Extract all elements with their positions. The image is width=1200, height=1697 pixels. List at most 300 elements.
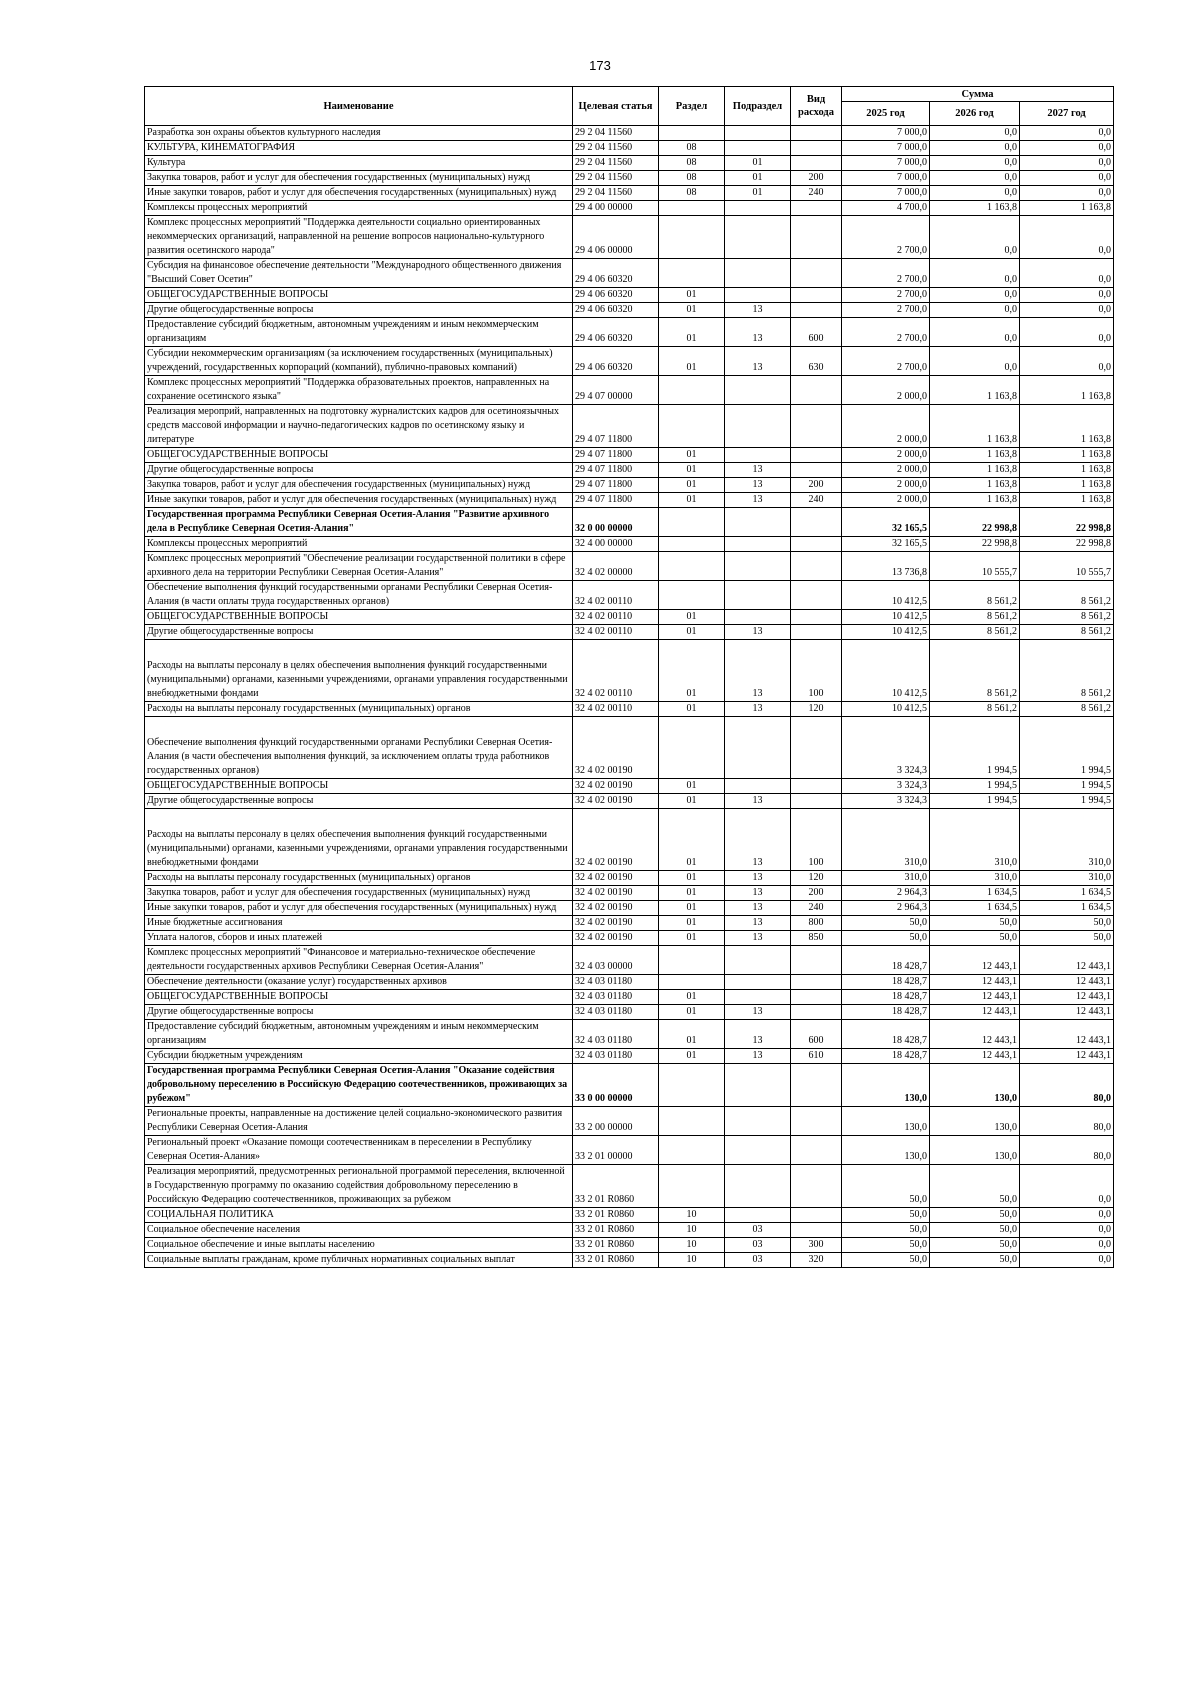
cell-section: 01 [659,318,725,347]
cell-2025: 130,0 [842,1064,930,1107]
cell-2026: 8 561,2 [930,640,1020,702]
cell-name: ОБЩЕГОСУДАРСТВЕННЫЕ ВОПРОСЫ [145,288,573,303]
cell-subsection: 13 [725,931,791,946]
cell-section: 01 [659,990,725,1005]
cell-subsection [725,610,791,625]
table-row [145,702,1114,717]
cell-2026: 8 561,2 [930,610,1020,625]
cell-expense-type [791,259,842,288]
cell-target-code: 32 0 00 00000 [573,508,659,537]
cell-section [659,201,725,216]
table-row [145,1049,1114,1064]
cell-section: 01 [659,493,725,508]
cell-name: Государственная программа Республики Северная Осетия-Алания "Оказание содействия добровольному переселению в Российскую Федерацию соотечественников, проживающих за рубежом" [145,1064,573,1107]
cell-2027: 1 163,8 [1020,463,1114,478]
cell-2026: 0,0 [930,126,1020,141]
cell-2027: 12 443,1 [1020,1020,1114,1049]
cell-2027: 1 994,5 [1020,794,1114,809]
cell-section: 01 [659,901,725,916]
table-row [145,216,1114,259]
cell-2026: 50,0 [930,1165,1020,1208]
cell-subsection: 13 [725,1005,791,1020]
cell-2025: 10 412,5 [842,625,930,640]
cell-2026: 12 443,1 [930,1005,1020,1020]
cell-target-code: 32 4 02 00000 [573,552,659,581]
cell-name: Обеспечение деятельности (оказание услуг) государственных архивов [145,975,573,990]
cell-2027: 1 994,5 [1020,717,1114,779]
header-sum: Сумма [842,87,1114,102]
cell-2027: 10 555,7 [1020,552,1114,581]
cell-expense-type: 300 [791,1238,842,1253]
table-body [145,126,1114,1268]
cell-section: 01 [659,809,725,871]
cell-name: ОБЩЕГОСУДАРСТВЕННЫЕ ВОПРОСЫ [145,448,573,463]
cell-2026: 1 634,5 [930,901,1020,916]
cell-section: 08 [659,156,725,171]
cell-name: Предоставление субсидий бюджетным, автономным учреждениям и иным некоммерческим организациям [145,1020,573,1049]
cell-2027: 0,0 [1020,318,1114,347]
cell-2027: 80,0 [1020,1064,1114,1107]
cell-expense-type [791,288,842,303]
cell-section: 01 [659,1005,725,1020]
cell-2027: 1 163,8 [1020,478,1114,493]
cell-subsection: 13 [725,1049,791,1064]
cell-2025: 2 700,0 [842,347,930,376]
cell-name: Социальные выплаты гражданам, кроме публичных нормативных социальных выплат [145,1253,573,1268]
cell-target-code: 33 2 01 R0860 [573,1165,659,1208]
cell-2026: 12 443,1 [930,975,1020,990]
cell-2027: 0,0 [1020,1253,1114,1268]
cell-section: 08 [659,171,725,186]
cell-2026: 0,0 [930,259,1020,288]
cell-name: Комплекс процессных мероприятий "Обеспечение реализации государственной политики в сфере архивного дела на территории Республики Северная Осетия-Алания" [145,552,573,581]
cell-target-code: 32 4 02 00190 [573,916,659,931]
cell-2025: 10 412,5 [842,610,930,625]
cell-2026: 1 163,8 [930,405,1020,448]
table-row [145,1208,1114,1223]
cell-expense-type [791,1165,842,1208]
cell-2026: 130,0 [930,1107,1020,1136]
table-header [145,87,1114,126]
cell-2027: 12 443,1 [1020,990,1114,1005]
cell-name: Иные закупки товаров, работ и услуг для обеспечения государственных (муниципальных) нужд [145,901,573,916]
cell-2025: 18 428,7 [842,975,930,990]
cell-name: Обеспечение выполнения функций государственными органами Республики Северная Осетия-Алания (в части обеспечения выполнения функций, за исключением оплаты труда работников государственных органов) [145,717,573,779]
cell-2026: 0,0 [930,141,1020,156]
table-row [145,171,1114,186]
cell-expense-type: 200 [791,886,842,901]
cell-expense-type [791,463,842,478]
table-row [145,975,1114,990]
cell-2027: 0,0 [1020,288,1114,303]
cell-2026: 310,0 [930,871,1020,886]
cell-2027: 0,0 [1020,171,1114,186]
table-row [145,508,1114,537]
cell-expense-type [791,508,842,537]
cell-subsection: 13 [725,640,791,702]
cell-2025: 130,0 [842,1136,930,1165]
cell-subsection: 03 [725,1253,791,1268]
cell-2026: 12 443,1 [930,1020,1020,1049]
cell-target-code: 29 4 00 00000 [573,201,659,216]
cell-2026: 12 443,1 [930,1049,1020,1064]
cell-name: ОБЩЕГОСУДАРСТВЕННЫЕ ВОПРОСЫ [145,990,573,1005]
cell-2025: 7 000,0 [842,126,930,141]
cell-expense-type: 200 [791,171,842,186]
cell-expense-type [791,156,842,171]
cell-target-code: 33 0 00 00000 [573,1064,659,1107]
cell-2026: 50,0 [930,916,1020,931]
cell-2027: 12 443,1 [1020,946,1114,975]
cell-section: 01 [659,448,725,463]
table-row [145,376,1114,405]
cell-target-code: 29 4 06 60320 [573,318,659,347]
cell-target-code: 32 4 02 00190 [573,931,659,946]
cell-2025: 310,0 [842,809,930,871]
cell-2025: 18 428,7 [842,1005,930,1020]
table-row [145,809,1114,871]
table-row [145,552,1114,581]
budget-table [144,86,1114,1268]
cell-expense-type [791,1005,842,1020]
cell-2026: 0,0 [930,186,1020,201]
table-row [145,318,1114,347]
cell-2025: 2 700,0 [842,318,930,347]
cell-2026: 130,0 [930,1064,1020,1107]
cell-2027: 1 163,8 [1020,493,1114,508]
cell-section: 01 [659,931,725,946]
cell-2025: 2 000,0 [842,448,930,463]
table-row [145,1238,1114,1253]
cell-2025: 7 000,0 [842,141,930,156]
header-expense-type: Вид расхода [791,87,842,126]
cell-2027: 0,0 [1020,347,1114,376]
cell-subsection: 13 [725,794,791,809]
cell-2025: 3 324,3 [842,794,930,809]
cell-name: Социальное обеспечение населения [145,1223,573,1238]
cell-2026: 50,0 [930,1238,1020,1253]
cell-2025: 50,0 [842,1165,930,1208]
table-row [145,288,1114,303]
cell-target-code: 32 4 03 01180 [573,990,659,1005]
cell-2025: 18 428,7 [842,1049,930,1064]
table-row [145,141,1114,156]
cell-2026: 0,0 [930,288,1020,303]
cell-target-code: 29 4 07 11800 [573,463,659,478]
cell-target-code: 32 4 03 01180 [573,975,659,990]
cell-2027: 0,0 [1020,126,1114,141]
table-row [145,1253,1114,1268]
cell-expense-type: 120 [791,871,842,886]
cell-2026: 1 163,8 [930,376,1020,405]
cell-subsection [725,259,791,288]
cell-subsection [725,552,791,581]
cell-2025: 2 000,0 [842,463,930,478]
table-row [145,610,1114,625]
cell-name: Другие общегосударственные вопросы [145,1005,573,1020]
cell-section [659,581,725,610]
cell-target-code: 32 4 02 00110 [573,640,659,702]
cell-expense-type [791,717,842,779]
cell-2025: 32 165,5 [842,537,930,552]
cell-expense-type: 200 [791,478,842,493]
cell-2027: 0,0 [1020,186,1114,201]
cell-2025: 50,0 [842,931,930,946]
cell-2026: 0,0 [930,171,1020,186]
cell-section [659,1136,725,1165]
cell-2026: 0,0 [930,216,1020,259]
cell-expense-type: 240 [791,901,842,916]
cell-target-code: 32 4 02 00190 [573,794,659,809]
cell-2026: 1 163,8 [930,478,1020,493]
cell-target-code: 33 2 00 00000 [573,1107,659,1136]
cell-section: 01 [659,1020,725,1049]
cell-name: Комплекс процессных мероприятий "Поддержка образовательных проектов, направленных на сохранение осетинского языка" [145,376,573,405]
cell-2027: 0,0 [1020,303,1114,318]
cell-expense-type [791,216,842,259]
cell-expense-type [791,975,842,990]
cell-name: Субсидии бюджетным учреждениям [145,1049,573,1064]
cell-2025: 2 964,3 [842,886,930,901]
cell-subsection: 03 [725,1238,791,1253]
cell-2025: 18 428,7 [842,1020,930,1049]
cell-2026: 1 163,8 [930,201,1020,216]
cell-subsection [725,201,791,216]
table-row [145,448,1114,463]
header-section: Раздел [659,87,725,126]
cell-section: 01 [659,916,725,931]
cell-target-code: 32 4 03 01180 [573,1005,659,1020]
cell-2025: 10 412,5 [842,702,930,717]
cell-target-code: 32 4 03 01180 [573,1020,659,1049]
cell-target-code: 32 4 02 00190 [573,717,659,779]
cell-2025: 50,0 [842,916,930,931]
cell-2027: 8 561,2 [1020,625,1114,640]
cell-section: 01 [659,303,725,318]
cell-expense-type [791,1107,842,1136]
cell-subsection: 13 [725,702,791,717]
cell-2027: 1 163,8 [1020,201,1114,216]
cell-target-code: 29 2 04 11560 [573,171,659,186]
cell-name: Комплексы процессных мероприятий [145,537,573,552]
cell-expense-type [791,1136,842,1165]
cell-2026: 10 555,7 [930,552,1020,581]
cell-2027: 8 561,2 [1020,702,1114,717]
cell-subsection: 13 [725,463,791,478]
cell-subsection: 13 [725,318,791,347]
cell-subsection [725,141,791,156]
cell-2027: 22 998,8 [1020,537,1114,552]
cell-name: Другие общегосударственные вопросы [145,303,573,318]
cell-target-code: 29 4 06 60320 [573,288,659,303]
cell-expense-type: 800 [791,916,842,931]
cell-subsection: 13 [725,809,791,871]
cell-name: Региональные проекты, направленные на достижение целей социально-экономического развития Республики Северная Осетия-Алания [145,1107,573,1136]
header-2026: 2026 год [930,102,1020,126]
table-row [145,1107,1114,1136]
cell-name: Комплекс процессных мероприятий "Поддержка деятельности социально ориентированных некоммерческих организаций, направленной на решение вопросов национально-культурного развития осетинского народа" [145,216,573,259]
cell-2025: 2 700,0 [842,216,930,259]
cell-2025: 10 412,5 [842,640,930,702]
table-row [145,478,1114,493]
cell-target-code: 32 4 02 00110 [573,610,659,625]
cell-expense-type: 100 [791,640,842,702]
cell-name: Разработка зон охраны объектов культурного наследия [145,126,573,141]
cell-2027: 0,0 [1020,216,1114,259]
cell-2025: 2 000,0 [842,493,930,508]
table-row [145,794,1114,809]
cell-expense-type [791,537,842,552]
cell-section: 01 [659,779,725,794]
cell-2027: 310,0 [1020,809,1114,871]
cell-subsection: 01 [725,171,791,186]
cell-expense-type: 100 [791,809,842,871]
cell-expense-type [791,141,842,156]
cell-expense-type: 630 [791,347,842,376]
cell-name: Другие общегосударственные вопросы [145,625,573,640]
table-row [145,405,1114,448]
table-row [145,1223,1114,1238]
cell-expense-type [791,625,842,640]
cell-section: 01 [659,610,725,625]
cell-subsection [725,1107,791,1136]
cell-2027: 22 998,8 [1020,508,1114,537]
cell-name: Другие общегосударственные вопросы [145,794,573,809]
cell-target-code: 32 4 03 01180 [573,1049,659,1064]
cell-subsection [725,1064,791,1107]
table-row [145,640,1114,702]
cell-name: Предоставление субсидий бюджетным, автономным учреждениям и иным некоммерческим организациям [145,318,573,347]
cell-expense-type: 240 [791,186,842,201]
cell-2026: 50,0 [930,1253,1020,1268]
cell-name: Расходы на выплаты персоналу в целях обеспечения выполнения функций государственными (муниципальными) органами, казенными учреждениями, органами управления государственными внебюджетными фондами [145,640,573,702]
page-number: 173 [589,58,611,73]
cell-expense-type: 850 [791,931,842,946]
cell-name: Государственная программа Республики Северная Осетия-Алания "Развитие архивного дела в Республике Северная Осетия-Алания" [145,508,573,537]
cell-2027: 0,0 [1020,1208,1114,1223]
table-row [145,1064,1114,1107]
cell-expense-type [791,303,842,318]
table-row [145,463,1114,478]
table-row [145,717,1114,779]
cell-2026: 8 561,2 [930,581,1020,610]
cell-2026: 130,0 [930,1136,1020,1165]
cell-expense-type [791,581,842,610]
cell-target-code: 32 4 02 00190 [573,871,659,886]
cell-section [659,259,725,288]
cell-target-code: 32 4 02 00110 [573,702,659,717]
cell-expense-type: 610 [791,1049,842,1064]
cell-target-code: 33 2 01 00000 [573,1136,659,1165]
cell-2025: 7 000,0 [842,171,930,186]
cell-subsection: 13 [725,493,791,508]
table-row [145,347,1114,376]
cell-2027: 0,0 [1020,259,1114,288]
cell-2025: 2 000,0 [842,405,930,448]
cell-2027: 50,0 [1020,916,1114,931]
cell-2025: 50,0 [842,1238,930,1253]
cell-2025: 2 000,0 [842,478,930,493]
cell-expense-type [791,376,842,405]
cell-section [659,1107,725,1136]
cell-name: Закупка товаров, работ и услуг для обеспечения государственных (муниципальных) нужд [145,478,573,493]
cell-name: Иные закупки товаров, работ и услуг для обеспечения государственных (муниципальных) нужд [145,186,573,201]
header-2025: 2025 год [842,102,930,126]
cell-2026: 1 994,5 [930,779,1020,794]
cell-name: Иные закупки товаров, работ и услуг для обеспечения государственных (муниципальных) нужд [145,493,573,508]
cell-target-code: 29 2 04 11560 [573,141,659,156]
cell-expense-type [791,990,842,1005]
cell-2026: 12 443,1 [930,946,1020,975]
cell-2025: 50,0 [842,1253,930,1268]
cell-2027: 1 634,5 [1020,886,1114,901]
cell-name: Расходы на выплаты персоналу государственных (муниципальных) органов [145,702,573,717]
table-row [145,901,1114,916]
cell-subsection: 13 [725,478,791,493]
cell-2027: 12 443,1 [1020,1005,1114,1020]
cell-2027: 8 561,2 [1020,640,1114,702]
cell-name: Комплекс процессных мероприятий "Финансовое и материально-техническое обеспечение деятельности государственных архивов Республики Северная Осетия-Алания" [145,946,573,975]
cell-subsection [725,508,791,537]
cell-section [659,405,725,448]
cell-subsection: 13 [725,916,791,931]
cell-name: Закупка товаров, работ и услуг для обеспечения государственных (муниципальных) нужд [145,886,573,901]
cell-2026: 22 998,8 [930,508,1020,537]
cell-subsection [725,376,791,405]
cell-2027: 0,0 [1020,1223,1114,1238]
cell-target-code: 29 2 04 11560 [573,156,659,171]
cell-target-code: 29 4 06 60320 [573,303,659,318]
cell-2027: 0,0 [1020,141,1114,156]
cell-2027: 12 443,1 [1020,975,1114,990]
cell-expense-type: 600 [791,318,842,347]
cell-section: 08 [659,186,725,201]
cell-subsection [725,717,791,779]
cell-name: Реализация мероприй, направленных на подготовку журналистских кадров для осетиноязычных средств массовой информации и научно-педагогических кадров по осетинскому языку и литературе [145,405,573,448]
cell-target-code: 29 4 06 60320 [573,259,659,288]
cell-expense-type: 120 [791,702,842,717]
cell-section [659,126,725,141]
cell-section: 01 [659,463,725,478]
cell-section: 10 [659,1253,725,1268]
cell-subsection: 13 [725,303,791,318]
cell-subsection [725,537,791,552]
table-row [145,916,1114,931]
cell-expense-type [791,779,842,794]
cell-section [659,552,725,581]
cell-expense-type [791,610,842,625]
cell-subsection [725,1208,791,1223]
cell-section [659,717,725,779]
cell-section [659,508,725,537]
cell-name: Субсидия на финансовое обеспечение деятельности "Международного общественного движения "Высший Совет Осетин" [145,259,573,288]
cell-2026: 1 163,8 [930,493,1020,508]
cell-name: Реализация мероприятий, предусмотренных региональной программой переселения, включенной в Государственную программу по оказанию содействия добровольному переселению в Российскую Федерацию соотечественников, проживающих за рубежом [145,1165,573,1208]
cell-name: Социальное обеспечение и иные выплаты населению [145,1238,573,1253]
cell-name: ОБЩЕГОСУДАРСТВЕННЫЕ ВОПРОСЫ [145,779,573,794]
cell-2027: 8 561,2 [1020,581,1114,610]
cell-section: 01 [659,478,725,493]
cell-section [659,946,725,975]
cell-2026: 50,0 [930,1223,1020,1238]
cell-2027: 0,0 [1020,1165,1114,1208]
cell-target-code: 32 4 02 00110 [573,581,659,610]
cell-name: Комплексы процессных мероприятий [145,201,573,216]
cell-2025: 50,0 [842,1223,930,1238]
cell-section: 01 [659,625,725,640]
table-row [145,1020,1114,1049]
cell-2027: 80,0 [1020,1107,1114,1136]
